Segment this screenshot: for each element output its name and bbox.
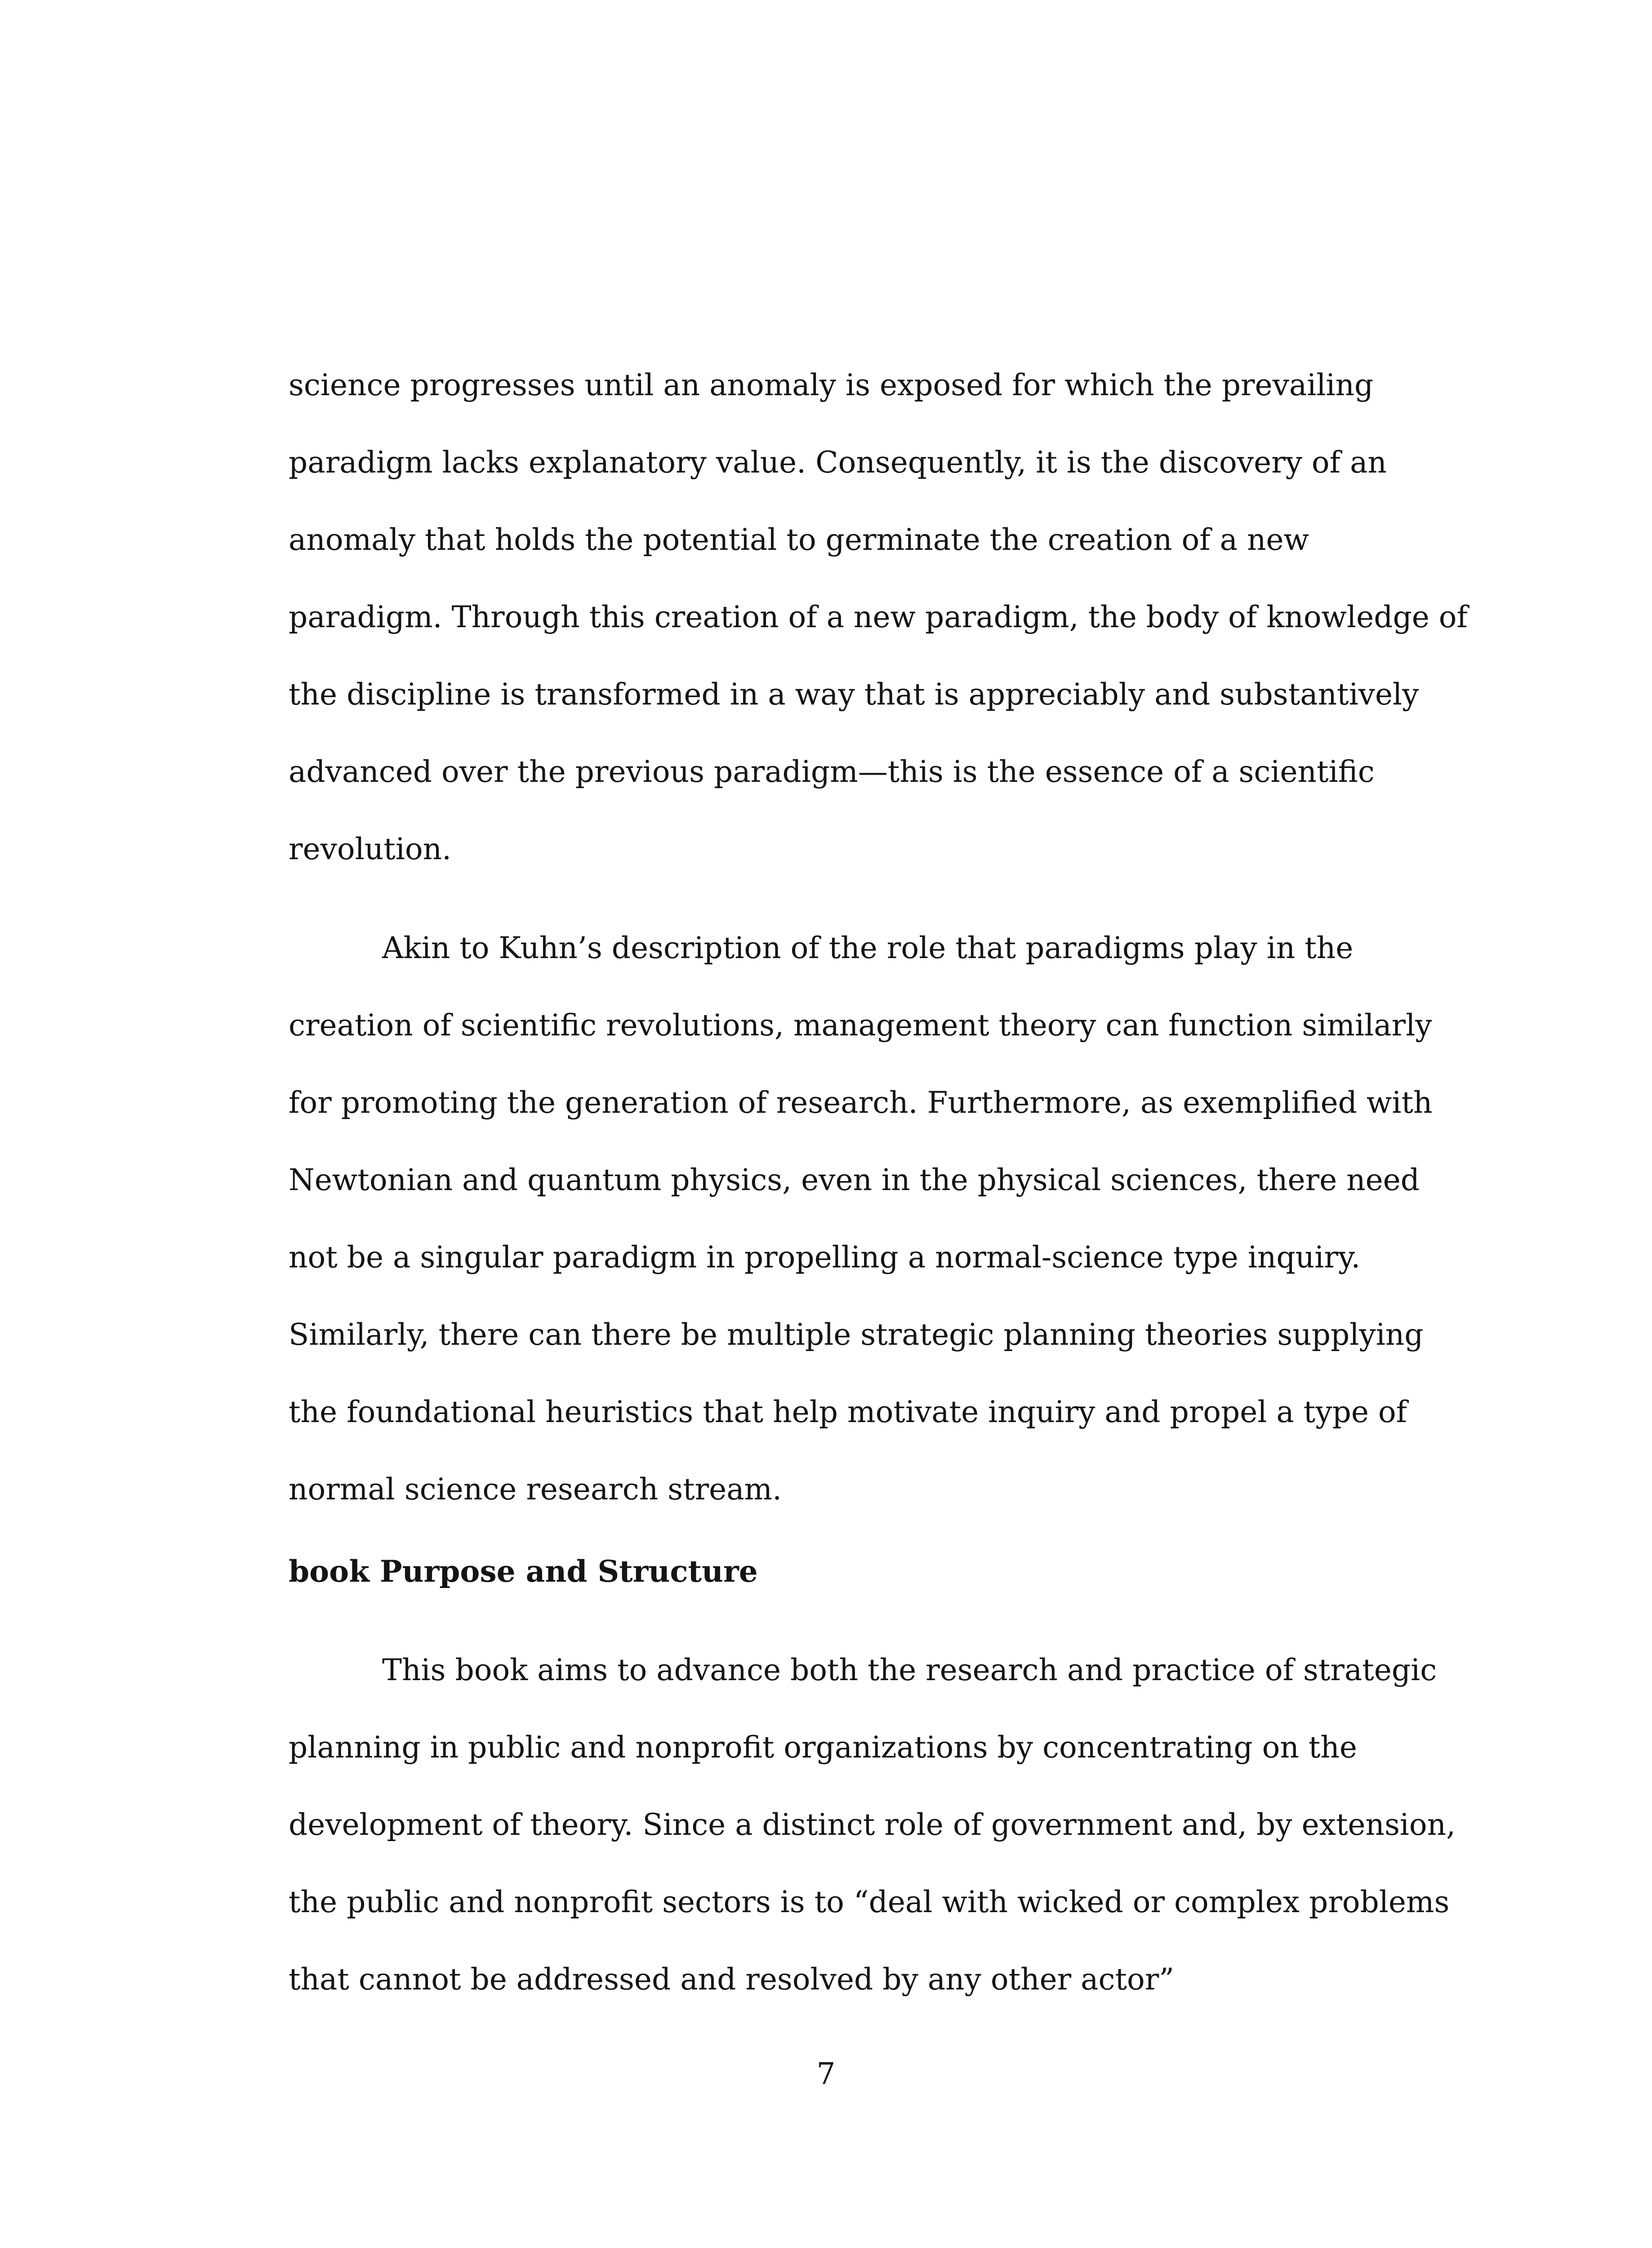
text-line: planning in public and nonprofit organizations by concentrating on the <box>289 1730 1357 1765</box>
text-line: This book aims to advance both the research and practice of strategic <box>382 1653 1437 1687</box>
text-line: revolution. <box>289 832 452 866</box>
section-heading: book Purpose and Structure <box>289 1554 758 1589</box>
text-line: that cannot be addressed and resolved by any other actor” <box>289 1962 1175 1997</box>
text-line: the foundational heuristics that help motivate inquiry and propel a type of <box>289 1395 1407 1429</box>
text-line: creation of scientific revolutions, management theory can function similarly <box>289 1008 1432 1043</box>
text-line: paradigm lacks explanatory value. Consequently, it is the discovery of an <box>289 445 1387 480</box>
text-line: anomaly that holds the potential to germinate the creation of a new <box>289 522 1309 557</box>
text-line: Newtonian and quantum physics, even in the physical sciences, there need <box>289 1163 1420 1197</box>
text-line: normal science research stream. <box>289 1472 782 1507</box>
text-line: for promoting the generation of research. Furthermore, as exemplified with <box>289 1085 1433 1120</box>
text-line: the public and nonprofit sectors is to “deal with wicked or complex problems <box>289 1885 1450 1919</box>
text-line: not be a singular paradigm in propelling a normal-science type inquiry. <box>289 1240 1361 1275</box>
text-line: Similarly, there can there be multiple strategic planning theories supplying <box>289 1317 1424 1352</box>
page-number: 7 <box>816 2056 836 2091</box>
text-line: Akin to Kuhn’s description of the role that paradigms play in the <box>382 931 1354 965</box>
text-line: paradigm. Through this creation of a new paradigm, the body of knowledge of <box>289 600 1468 634</box>
text-line: advanced over the previous paradigm—this is the essence of a scientific <box>289 754 1375 789</box>
text-line: science progresses until an anomaly is exposed for which the prevailing <box>289 368 1374 402</box>
text-line: development of theory. Since a distinct role of government and, by extension, <box>289 1807 1456 1842</box>
text-line: the discipline is transformed in a way that is appreciably and substantively <box>289 677 1419 712</box>
